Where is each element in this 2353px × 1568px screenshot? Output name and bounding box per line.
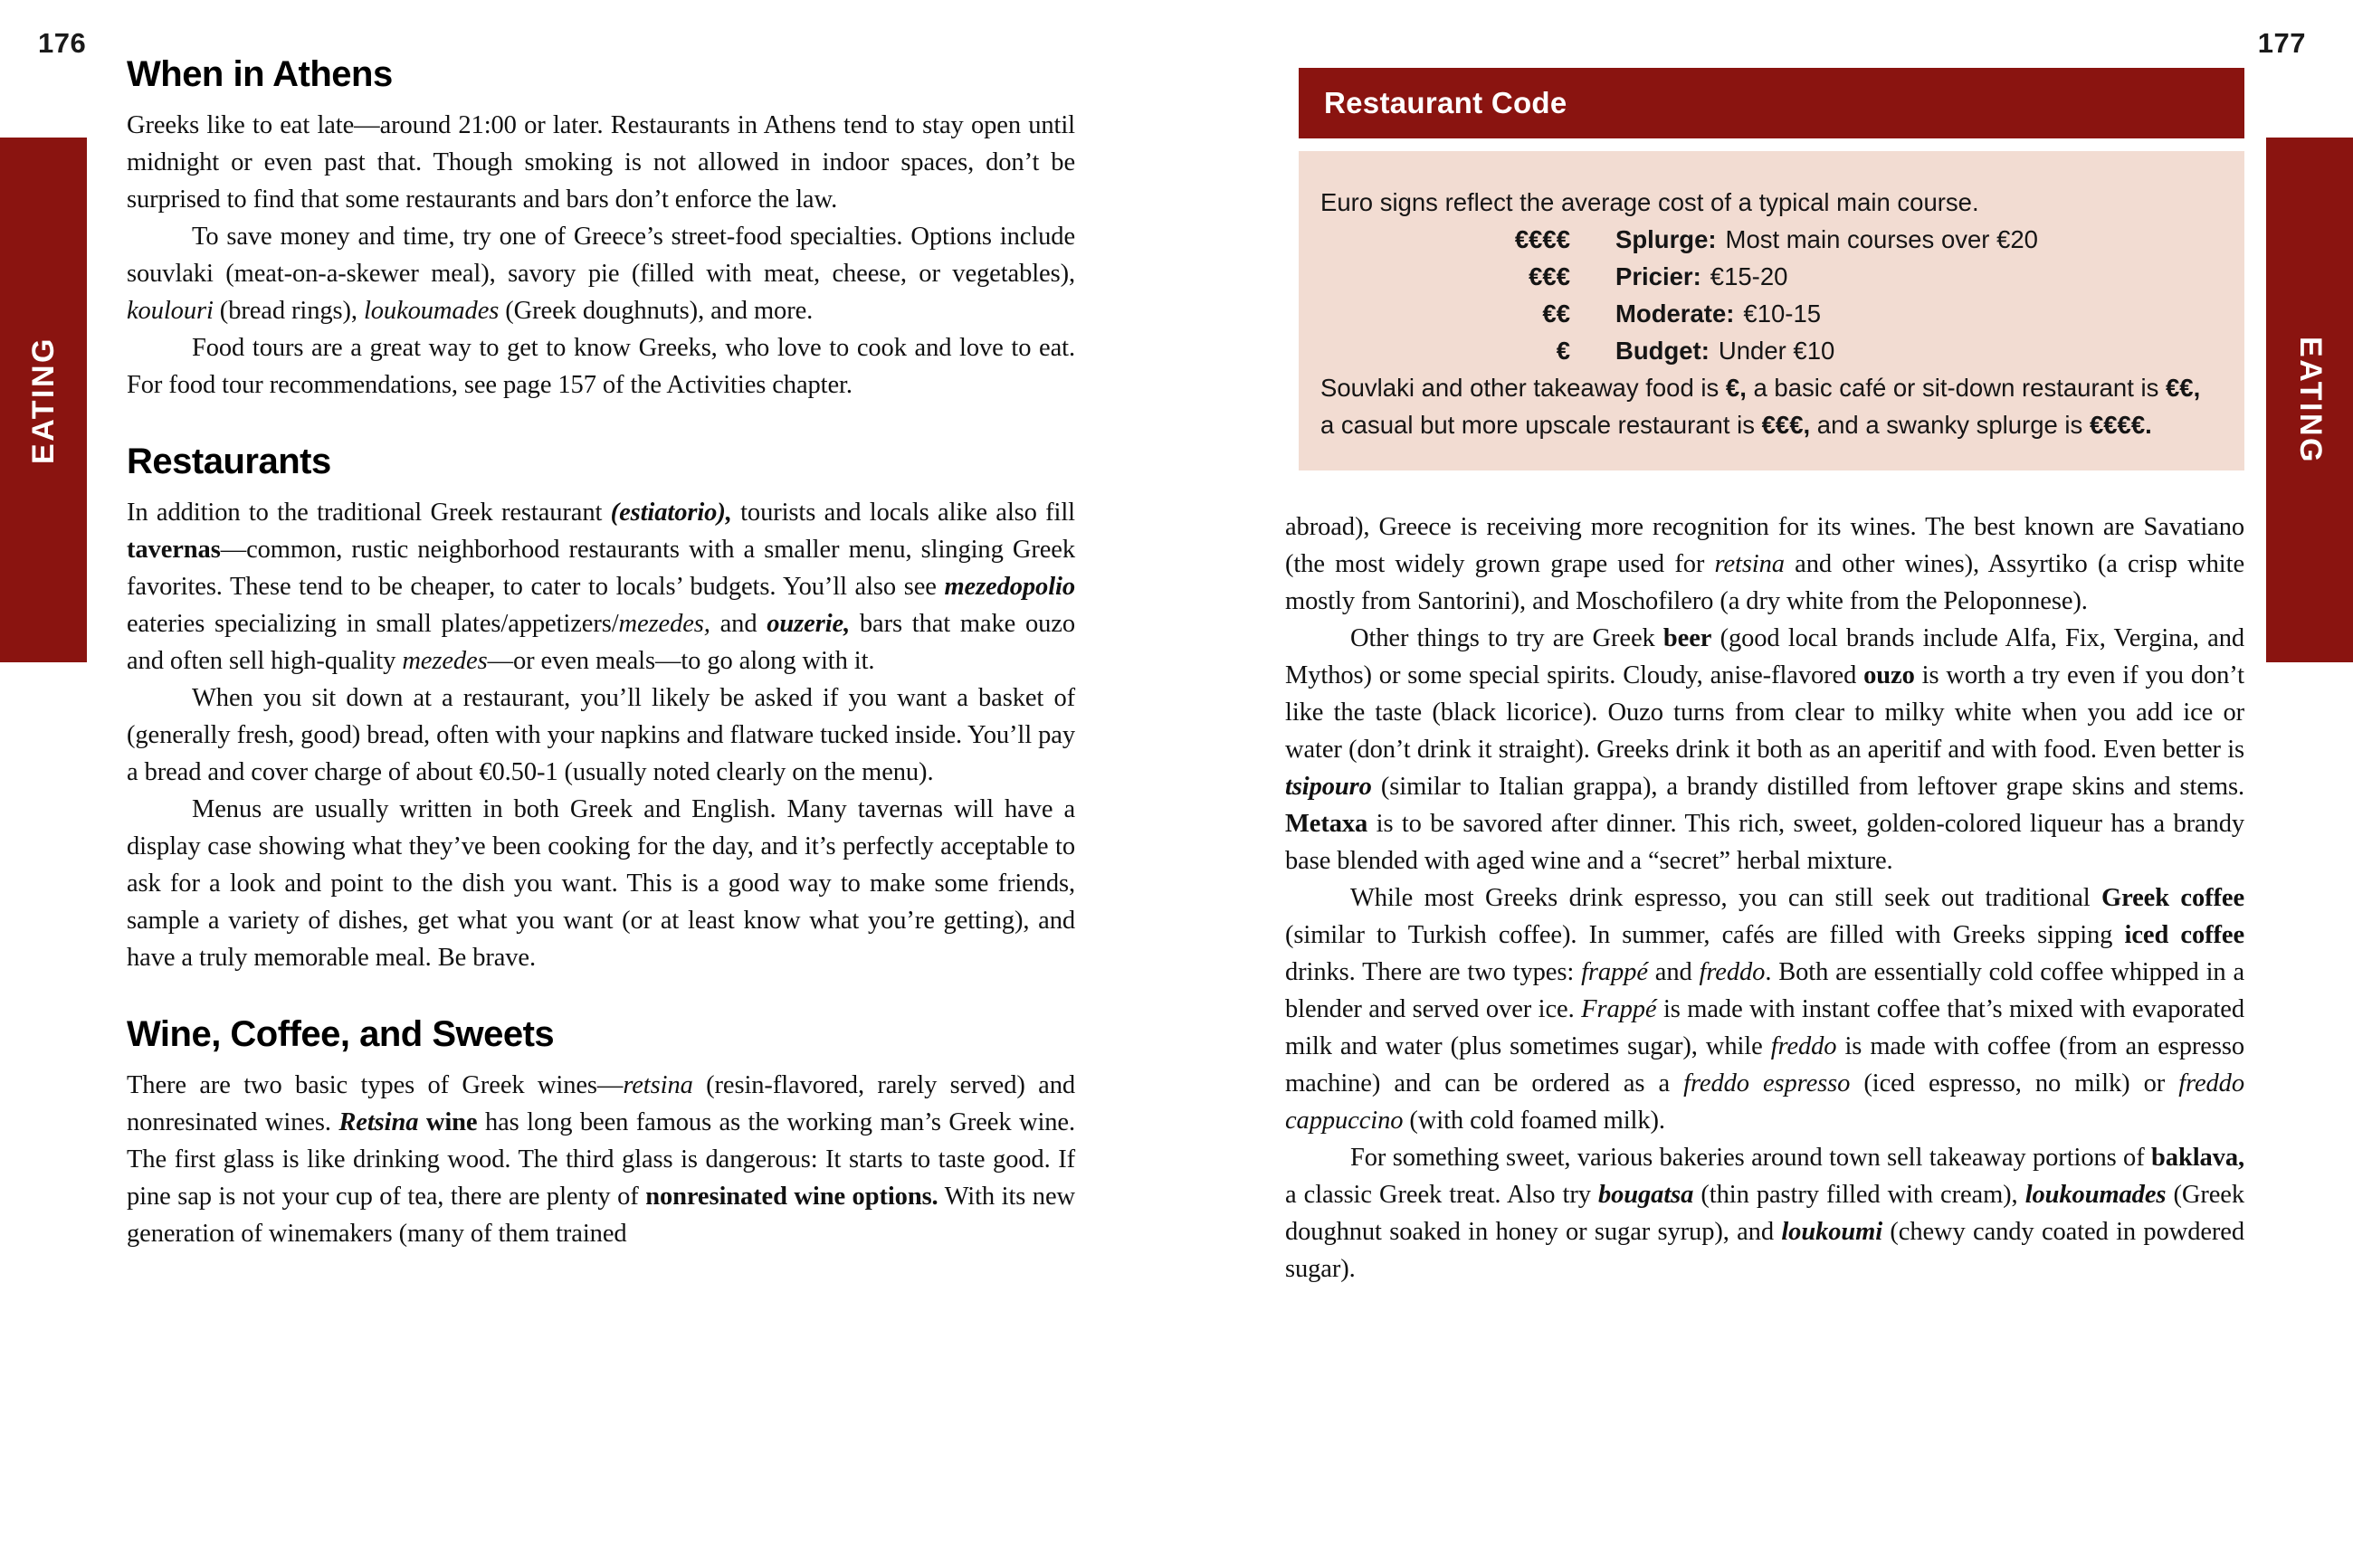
text-run: Souvlaki and other takeaway food is [1320,374,1726,402]
text-run-b: Greek coffee [2101,884,2244,912]
paragraph [127,218,1075,329]
price-symbol: €€ [1542,299,1570,328]
text-run: (similar to Turkish coffee). In summer, cafés are filled with Greeks sipping [1285,921,2125,949]
text-run: a classic Greek treat. Also try [1285,1181,1598,1209]
text-run: To save money and time, try one of Greece’s street-food specialties. Options include souvlaki (meat-on-a-skewer meal), savory pie (filled with meat, cheese, or vegetables), [127,223,1075,288]
paragraph [1285,620,2244,879]
text-run-b: baklava, [2151,1144,2244,1172]
text-run: a basic café or sit-down restaurant is [1746,374,2166,402]
restaurant-code-box [1299,68,2244,470]
text-run: Other things to try are Greek [1350,624,1663,652]
text-run: Food tours are a great way to get to know Greeks, who love to cook and love to eat. For food tour recommendations, see page 157 of the Activities chapter. [127,334,1075,399]
chapter-tab-right-label: EATING [2292,336,2328,464]
text-run: (Greek doughnut soaked in honey or sugar syrup), and [1285,1181,2244,1246]
price-label: Moderate: [1615,299,1735,328]
text-run: Menus are usually written in both Greek and English. Many tavernas will have a display case showing what they’ve been cooking for the day, and it’s perfectly acceptable to ask for a look and point to the dish you want. This is a good way to make some friends, sample a variety of dishes, get what you want (or at least know what you’re getting), and have a truly memorable meal. Be brave. [127,795,1075,972]
text-run: —or even meals—to go along with it. [487,647,875,675]
text-run: is made with instant coffee that’s mixed with evaporated milk and water (plus sometimes sugar), while [1285,995,2245,1060]
text-run: (similar to Italian grappa), a brandy distilled from leftover grape skins and stems. [1371,773,2244,801]
text-run-bi: loukoumades [2024,1181,2167,1209]
text-run: and a swanky splurge is [1810,411,2090,439]
restaurant-code-title-bar [1299,68,2244,138]
text-run: drinks. There are two types: [1285,958,1582,986]
chapter-tab-right [2266,138,2353,662]
text-run: (thin pastry filled with cream), [1693,1181,2025,1209]
text-run: There are two basic types of Greek wines— [127,1071,624,1099]
text-run-bi: (estiatorio), [610,499,732,527]
text-run: (chewy candy coated in powdered sugar). [1285,1218,2244,1283]
text-run: While most Greeks drink espresso, you can still seek out traditional [1350,884,2102,912]
text-run: (resin-flavored, rarely served) and nonresinated wines. [127,1071,1075,1136]
chapter-tab-left-label: EATING [25,336,61,464]
text-run: abroad), Greece is receiving more recognition for its wines. The best known are Savatiano (the most widely grown grape used for [1285,513,2244,578]
text-run-bi: mezedopolio [944,573,1075,601]
text-run: When you sit down at a restaurant, you’ll likely be asked if you want a basket of (generally fresh, good) bread, often with your napkins and flatware tucked inside. You’ll pay a bread and cover charge of about €0.50-1 (usually noted clearly on the menu). [127,684,1075,786]
text-run: eateries specializing in small plates/appetizers/ [127,610,619,638]
price-label: Splurge: [1615,225,1717,253]
section-heading: When in Athens [127,54,393,94]
text-run-b: €€, [2165,374,2201,402]
text-run-i: retsina [1714,550,1785,578]
text-run-i: freddo [1699,958,1766,986]
restaurant-code-body [1299,151,2244,470]
text-run-b: ouzo [1863,661,1915,689]
text-run-i: loukoumades [363,297,500,325]
paragraph [1285,1139,2244,1288]
price-tier-row [1320,332,2217,369]
paragraph [127,329,1075,404]
chapter-tab-left [0,138,87,662]
text-run-bi: ouzerie, [767,610,851,638]
price-symbol: €€€€ [1514,225,1570,253]
price-tier-row [1320,258,2217,295]
text-run: For something sweet, various bakeries around town sell takeaway portions of [1350,1144,2152,1172]
text-run-b: wine [418,1108,478,1136]
text-run-b: €, [1725,374,1747,402]
section-heading: Wine, Coffee, and Sweets [127,1014,555,1054]
text-run-i: mezedes, [618,610,710,638]
restaurant-code-intro: Euro signs reflect the average cost of a typical main course. [1320,188,1979,216]
text-run-i: mezedes [402,647,488,675]
price-symbol: €€€ [1529,262,1570,290]
paragraph [127,791,1075,976]
page-number-right: 177 [2257,27,2306,59]
price-desc: €10-15 [1743,299,1822,328]
restaurant-code-outro [1320,369,2217,443]
paragraph [1285,879,2244,1139]
price-tier-list [1320,221,2217,369]
text-run-i: freddo espresso [1683,1069,1851,1098]
text-run-bi: Retsina [338,1108,419,1136]
text-run: . Both are essentially cold coffee whipped in a blender and served over ice. [1285,958,2245,1023]
text-run-b: Metaxa [1285,810,1368,838]
text-run-i: koulouri [127,297,214,325]
price-tier-row [1320,221,2217,258]
restaurant-code-title: Restaurant Code [1324,86,1567,119]
price-label: Budget: [1615,337,1710,365]
text-run: a casual but more upscale restaurant is [1320,411,1762,439]
text-run-bi: loukoumi [1781,1218,1883,1246]
text-run: (good local brands include Alfa, Fix, Vergina, and Mythos) or some special spirits. Cloudy, anise-flavored [1285,624,2244,689]
text-run-b: beer [1662,624,1712,652]
text-run: has long been famous as the working man’s Greek wine. The first glass is like drinking wood. The third glass is dangerous: It starts to taste good. If pine sap is not your cup of tea, there are plenty of [127,1108,1075,1211]
text-run: is worth a try even if you don’t like the taste (black licorice). Ouzo turns from clear to milky white when you add ice or water (don’t drink it straight). Greeks drink it both as an aperitif and with food. Even better is [1285,661,2244,764]
paragraph [127,494,1075,679]
text-run-b: tavernas [127,536,221,564]
paragraph [127,679,1075,791]
paragraph [127,1067,1075,1252]
text-run: —common, rustic neighborhood restaurants with a smaller menu, slinging Greek favorites. These tend to be cheaper, to cater to locals’ budgets. You’ll also see [127,536,1075,601]
text-run-i: freddo cappuccino [1285,1069,2244,1135]
price-tier-row [1320,295,2217,332]
text-run: bars that make ouzo and often sell high-quality [127,610,1075,675]
text-run: and [710,610,767,638]
text-run-i: retsina [623,1071,693,1099]
price-label: Pricier: [1615,262,1701,290]
text-run-b: nonresinated wine options. [645,1183,938,1211]
text-run-b: €€€, [1761,411,1811,439]
text-run: (Greek doughnuts), and more. [499,297,814,325]
left-page-column [127,52,1075,1252]
text-run: (bread rings), [213,297,364,325]
right-page-column [1285,68,2244,1288]
text-run-bi: tsipouro [1285,773,1372,801]
text-run: Greeks like to eat late—around 21:00 or later. Restaurants in Athens tend to stay open until midnight or even past that. Though smoking is not allowed in indoor spaces, don’t be surprised to find that some restaurants and bars don’t enforce the law. [127,111,1075,214]
text-run-b: iced coffee [2124,921,2245,949]
page-number-left: 176 [38,27,87,59]
text-run: (iced espresso, no milk) or [1850,1069,2179,1098]
right-page-text [1285,508,2244,1288]
section-heading: Restaurants [127,442,331,481]
price-desc: €15-20 [1710,262,1788,290]
text-run: In addition to the traditional Greek restaurant [127,499,611,527]
text-run-i: Frappé [1581,995,1657,1023]
text-run: is to be savored after dinner. This rich, sweet, golden-colored liqueur has a brandy base blended with aged wine and a “secret” herbal mixture. [1285,810,2244,875]
text-run-i: frappé [1581,958,1648,986]
price-desc: Under €10 [1718,337,1835,365]
text-run-b: €€€€. [2089,411,2152,439]
paragraph [1285,508,2244,620]
text-run: (with cold foamed milk). [1403,1107,1665,1135]
text-run-i: freddo [1770,1032,1837,1060]
text-run: With its new generation of winemakers (many of them trained [127,1183,1075,1248]
text-run: tourists and locals alike also fill [731,499,1075,527]
text-run: and [1647,958,1700,986]
paragraph [127,107,1075,218]
text-run: and other wines), Assyrtiko (a crisp white mostly from Santorini), and Moschofilero (a dry white from the Peloponnese). [1285,550,2244,615]
text-run: is made with coffee (from an espresso machine) and can be ordered as a [1285,1032,2244,1098]
text-run-bi: bougatsa [1597,1181,1694,1209]
price-desc: Most main courses over €20 [1725,225,2038,253]
price-symbol: € [1556,337,1570,365]
